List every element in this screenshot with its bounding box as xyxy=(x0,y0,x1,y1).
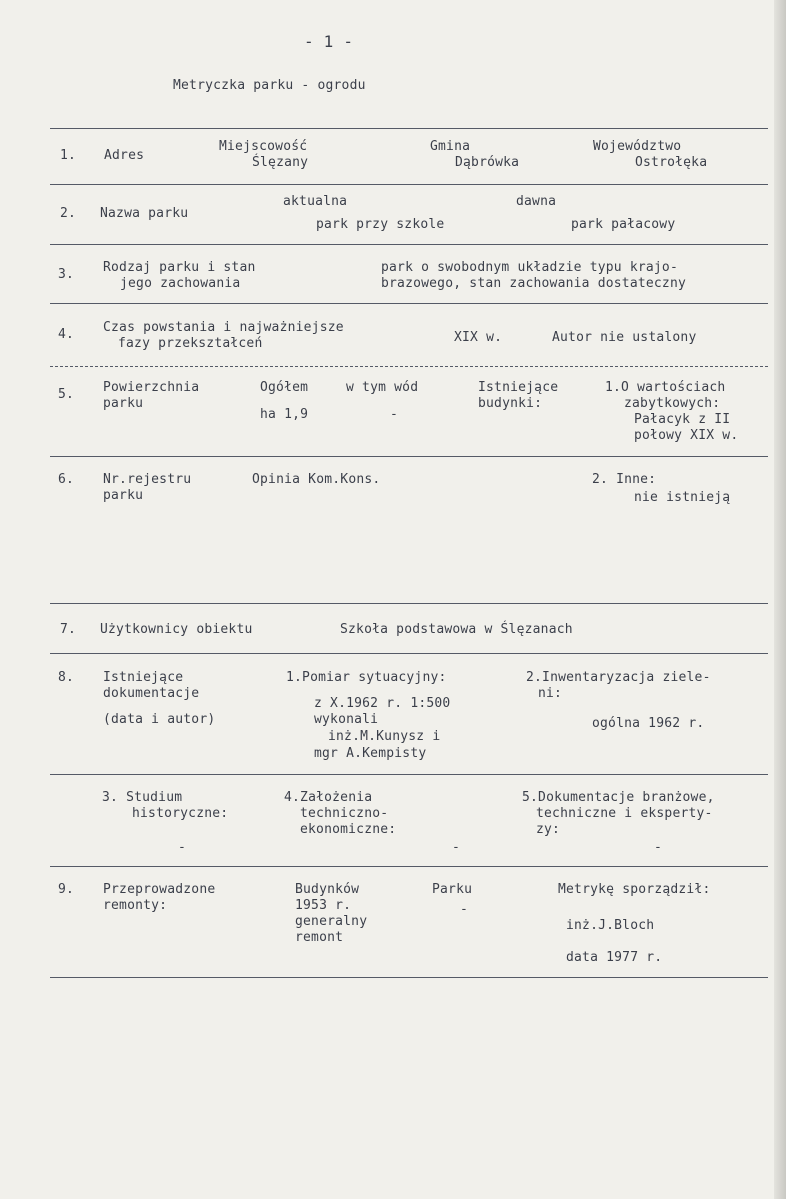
field-value: 1953 r. xyxy=(295,898,352,913)
row-label: Użytkownicy obiektu xyxy=(100,622,253,637)
row-label: Rodzaj parku i stan xyxy=(103,260,256,275)
column-heading: Miejscowość xyxy=(219,139,308,154)
column-heading: Istniejące xyxy=(478,380,559,395)
field-value: inż.J.Bloch xyxy=(566,918,655,933)
field-value: - xyxy=(178,840,187,855)
field-value: - xyxy=(654,840,663,855)
field-value: wykonali xyxy=(314,712,379,727)
row-label: dokumentacje xyxy=(103,686,200,701)
field-value: XIX w. xyxy=(454,330,503,345)
field-value: 1.Pomiar sytuacyjny: xyxy=(286,670,447,685)
field-value: 1.O wartościach xyxy=(605,380,726,395)
row-label: Adres xyxy=(104,148,145,163)
column-heading: Ogółem xyxy=(260,380,309,395)
rule xyxy=(50,977,768,978)
document-title: Metryczka parku - ogrodu xyxy=(173,78,366,93)
field-label: ekonomiczne: xyxy=(300,822,397,837)
field-value: 2. Inne: xyxy=(592,472,657,487)
field-value: remont xyxy=(295,930,344,945)
field-value: park przy szkole xyxy=(316,217,445,232)
field-value: - xyxy=(390,407,399,422)
field-value: generalny xyxy=(295,914,368,929)
rule xyxy=(50,866,768,867)
field-value: ogólna 1962 r. xyxy=(592,716,705,731)
field-value: brazowego, stan zachowania dostateczny xyxy=(381,276,687,291)
field-label: 4.Założenia xyxy=(284,790,373,805)
row-number: 6. xyxy=(58,472,75,487)
row-label: Przeprowadzone xyxy=(103,882,216,897)
row-label: remonty: xyxy=(103,898,168,913)
column-heading: Gmina xyxy=(430,139,471,154)
rule xyxy=(50,128,768,129)
field-value: zabytkowych: xyxy=(624,396,721,411)
rule xyxy=(50,366,768,367)
page-number: - 1 - xyxy=(304,32,354,51)
field-value: Opinia Kom.Kons. xyxy=(252,472,381,487)
field-value: Ślęzany xyxy=(252,155,309,170)
row-number: 1. xyxy=(60,148,77,163)
field-value: 2.Inwentaryzacja ziele- xyxy=(526,670,711,685)
row-label: parku xyxy=(103,396,144,411)
rule xyxy=(50,653,768,654)
field-value: ha 1,9 xyxy=(260,407,309,422)
field-value: - xyxy=(460,902,469,917)
column-heading: Budynków xyxy=(295,882,360,897)
field-value: Autor nie ustalony xyxy=(552,330,697,345)
field-value: data 1977 r. xyxy=(566,950,663,965)
field-label: historyczne: xyxy=(132,806,229,821)
row-label: parku xyxy=(103,488,144,503)
row-label: Czas powstania i najważniejsze xyxy=(103,320,344,335)
field-label: 5.Dokumentacje branżowe, xyxy=(522,790,715,805)
field-value: połowy XIX w. xyxy=(634,428,739,443)
column-heading: w tym wód xyxy=(346,380,419,395)
row-label: Powierzchnia xyxy=(103,380,200,395)
field-value: ni: xyxy=(538,686,563,701)
field-value: park o swobodnym układzie typu krajo- xyxy=(381,260,678,275)
row-label: Istniejące xyxy=(103,670,184,685)
row-number: 4. xyxy=(58,327,75,342)
field-value: z X.1962 r. 1:500 xyxy=(314,696,451,711)
rule xyxy=(50,456,768,457)
field-label: Metrykę sporządził: xyxy=(558,882,711,897)
field-value: Ostrołęka xyxy=(635,155,708,170)
rule xyxy=(50,774,768,775)
field-value: inż.M.Kunysz i xyxy=(328,729,441,744)
field-label: techniczno- xyxy=(300,806,389,821)
row-number: 5. xyxy=(58,387,75,402)
field-value: Pałacyk z II xyxy=(634,412,731,427)
row-number: 9. xyxy=(58,882,75,897)
field-value: - xyxy=(452,840,461,855)
column-heading: Parku xyxy=(432,882,473,897)
column-heading: budynki: xyxy=(478,396,543,411)
rule xyxy=(50,244,768,245)
field-label: 3. Studium xyxy=(102,790,183,805)
field-label: techniczne i eksperty- xyxy=(536,806,713,821)
row-number: 3. xyxy=(58,267,75,282)
rule xyxy=(50,603,768,604)
column-heading: Województwo xyxy=(593,139,682,154)
row-label: (data i autor) xyxy=(103,712,216,727)
row-number: 2. xyxy=(60,206,77,221)
row-label: Nazwa parku xyxy=(100,206,189,221)
column-heading: aktualna xyxy=(283,194,348,209)
field-value: nie istnieją xyxy=(634,490,731,505)
field-label: zy: xyxy=(536,822,561,837)
field-value: Dąbrówka xyxy=(455,155,520,170)
row-label: fazy przekształceń xyxy=(118,336,263,351)
rule xyxy=(50,184,768,185)
field-value: mgr A.Kempisty xyxy=(314,746,427,761)
field-value: park pałacowy xyxy=(571,217,676,232)
row-label: jego zachowania xyxy=(120,276,241,291)
row-label: Nr.rejestru xyxy=(103,472,192,487)
column-heading: dawna xyxy=(516,194,557,209)
row-number: 8. xyxy=(58,670,75,685)
row-number: 7. xyxy=(60,622,77,637)
field-value: Szkoła podstawowa w Ślęzanach xyxy=(340,622,573,637)
rule xyxy=(50,303,768,304)
page-edge xyxy=(774,0,786,1199)
